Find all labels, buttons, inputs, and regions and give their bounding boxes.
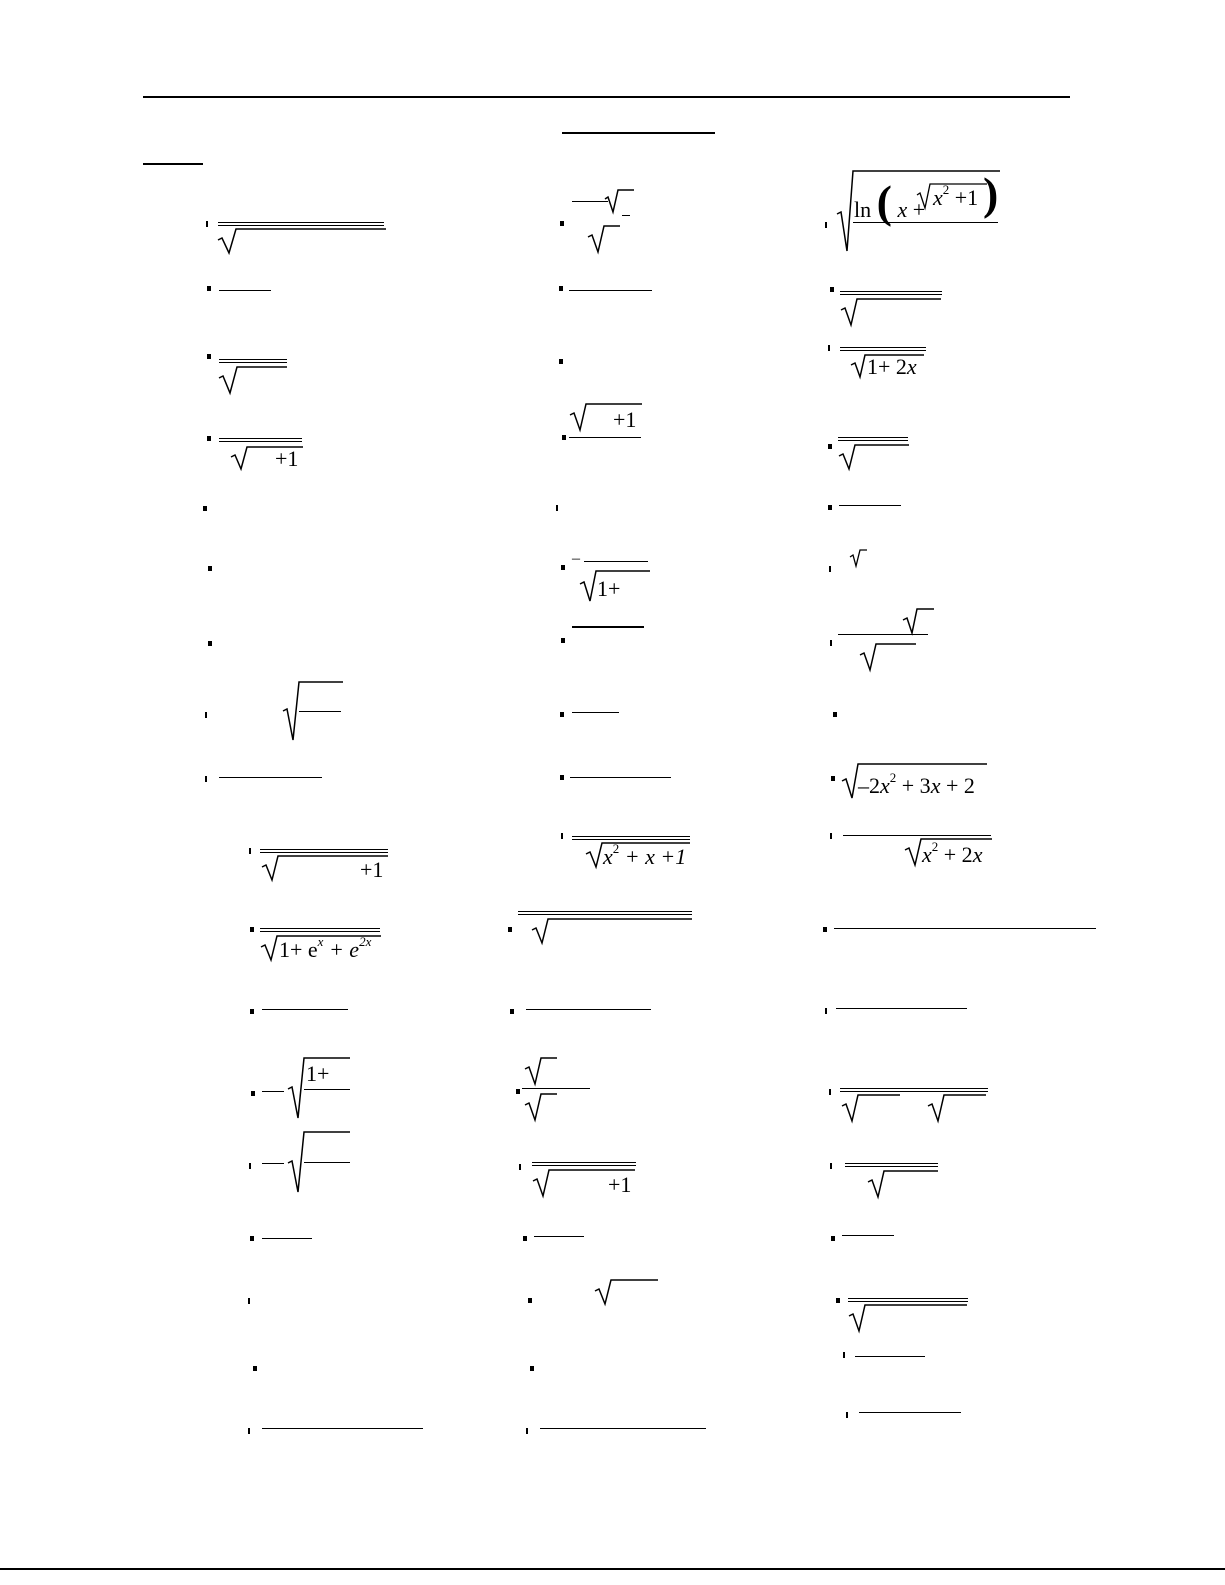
fraction-bar — [843, 835, 991, 836]
radical-sign — [860, 643, 918, 671]
exp: 2 — [931, 838, 939, 854]
fraction-bar — [834, 928, 1096, 929]
inner-radicand — [933, 181, 979, 210]
bullet — [205, 776, 207, 782]
radical-sign — [868, 1170, 938, 1198]
fraction-bar — [260, 928, 380, 932]
fraction-bar — [572, 836, 690, 840]
bullet — [831, 1236, 835, 1241]
radical-sign — [588, 225, 620, 253]
fraction-bar — [218, 222, 384, 226]
numerator-tail: +1 — [613, 407, 637, 432]
fraction-bar — [540, 1428, 706, 1429]
denominator — [867, 356, 917, 378]
bullet — [831, 776, 835, 781]
radical-sign — [219, 366, 287, 394]
bullet — [559, 286, 563, 291]
radical-sign — [595, 1279, 659, 1305]
bullet-c3-8 — [833, 712, 837, 717]
den-a: 1+ 2 — [867, 354, 907, 379]
bullet — [825, 222, 827, 228]
fraction-bar — [219, 359, 287, 363]
inner-bar — [304, 1162, 350, 1163]
denominator-tail: +1 — [360, 857, 384, 882]
fraction-bar — [569, 290, 652, 291]
rad-c: + 2 — [940, 773, 975, 798]
fraction-bar — [534, 1236, 584, 1237]
bullet — [560, 221, 564, 226]
fraction-bar — [839, 505, 901, 506]
fraction-bar — [518, 911, 692, 915]
bullet — [250, 927, 254, 932]
fraction-bar — [219, 290, 271, 291]
bullet — [561, 565, 565, 570]
fraction-bar — [855, 1356, 925, 1357]
bullet — [560, 712, 564, 717]
title-underline — [562, 132, 715, 134]
denominator — [279, 933, 372, 962]
radical-sign — [841, 298, 943, 326]
bullet — [829, 1089, 831, 1095]
exp-1: x — [317, 933, 324, 949]
fraction-bar — [845, 1163, 938, 1167]
bullet-c1-17 — [253, 1366, 257, 1371]
bullet — [560, 775, 564, 780]
radical-sign-small — [850, 549, 868, 567]
fraction-bar — [838, 437, 908, 441]
bullet — [207, 354, 211, 359]
bullet — [825, 1008, 827, 1014]
bullet — [830, 640, 832, 646]
fraction-bar — [262, 1238, 312, 1239]
bullet — [248, 1428, 250, 1434]
exp: 2 — [889, 769, 897, 785]
fraction-bar — [569, 437, 641, 438]
bullet-c1-5 — [203, 506, 207, 511]
bullet — [829, 566, 831, 572]
fraction-bar — [853, 222, 998, 223]
den-a: 1+ e — [279, 937, 318, 962]
exp: 2 — [612, 840, 620, 856]
bullet-c1-16 — [248, 1298, 250, 1304]
bullet — [830, 1163, 832, 1169]
bullet-c2-3 — [559, 359, 563, 364]
rad-b: + 3 — [896, 773, 931, 798]
fraction-bar — [842, 1235, 894, 1236]
fraction-bar — [836, 1008, 967, 1009]
bullet — [528, 1298, 532, 1303]
bullet — [510, 1009, 514, 1014]
bullet — [250, 1009, 254, 1014]
bullet — [205, 712, 207, 718]
ln-label: ln — [854, 197, 872, 222]
bullet-c2-5 — [556, 505, 558, 511]
bullet — [823, 927, 827, 932]
fraction-bar — [299, 711, 341, 712]
den-x: x — [906, 354, 917, 379]
denominator-tail: +1 — [275, 446, 299, 471]
fraction-bar — [840, 291, 942, 295]
bullet — [516, 1089, 520, 1094]
bullet — [519, 1164, 521, 1170]
fraction-bar — [260, 849, 388, 853]
rad-x1: x — [880, 773, 890, 798]
bullet — [508, 927, 512, 932]
left-paren: ( — [876, 176, 892, 227]
radical-sign — [525, 1057, 559, 1085]
numerator — [854, 176, 926, 227]
bullet — [828, 345, 830, 351]
plus: + — [907, 197, 926, 222]
bullet — [526, 1428, 528, 1434]
fraction-bar — [219, 438, 302, 442]
bullet-c2-17 — [530, 1366, 534, 1371]
bullet — [251, 1091, 255, 1096]
inner-bar — [304, 1089, 350, 1090]
den-x: x — [603, 844, 613, 869]
fraction-bar — [572, 626, 644, 628]
fraction-bar — [840, 1088, 988, 1092]
right-paren: ) — [983, 168, 999, 219]
fraction-bar — [262, 1163, 284, 1164]
bullet — [830, 833, 832, 839]
fraction-bar — [838, 634, 928, 635]
bullet — [846, 1412, 848, 1418]
fraction-bar — [219, 777, 322, 778]
radical-sign-small — [605, 189, 635, 213]
bullet-c1-7 — [208, 641, 212, 646]
bullet-c1-6 — [208, 566, 212, 571]
den-tail: + x +1 — [619, 844, 687, 869]
bullet — [828, 444, 832, 449]
exp: 2 — [942, 181, 950, 197]
den-tail: + 2 — [938, 842, 973, 867]
tail: +1 — [949, 185, 979, 210]
fraction-bar — [848, 1298, 968, 1302]
bullet — [843, 1352, 845, 1358]
fraction-bar — [859, 1412, 961, 1413]
radical-sign-den — [525, 1093, 559, 1121]
bullet — [561, 833, 563, 839]
denominator — [603, 840, 687, 869]
radical-sign — [532, 918, 692, 944]
radicand — [858, 769, 975, 798]
header-rule — [143, 96, 1070, 98]
radical-sign — [849, 1304, 969, 1332]
radical-sign-2 — [928, 1094, 988, 1122]
rad-x2: x — [930, 773, 941, 798]
fraction-bar — [262, 1428, 423, 1429]
section-label-underline — [143, 163, 203, 165]
denominator — [922, 838, 983, 867]
bullet — [207, 286, 211, 291]
footer-rule — [0, 1568, 1225, 1570]
bullet — [836, 1298, 840, 1303]
radical-sign — [839, 444, 909, 470]
fraction-bar — [522, 1088, 590, 1089]
radicand: 1+ — [306, 1061, 330, 1086]
fraction-bar — [262, 1009, 348, 1010]
den-x2: x — [972, 842, 983, 867]
den-b: + e — [323, 937, 360, 962]
bullet — [249, 1163, 251, 1169]
bullet — [830, 287, 834, 292]
fraction-bar — [570, 777, 671, 778]
fraction-bar — [526, 1009, 651, 1010]
denominator: 1+ — [597, 576, 621, 601]
radical-sign — [218, 228, 386, 254]
denominator-tail: +1 — [608, 1172, 632, 1197]
bullet — [249, 848, 251, 854]
fraction-bar — [532, 1162, 636, 1166]
x2: x — [933, 185, 943, 210]
fraction-bar — [840, 347, 926, 351]
fraction-bar — [572, 712, 619, 713]
fraction-bar-small — [572, 201, 608, 202]
den-x: x — [922, 842, 932, 867]
bullet — [207, 436, 211, 441]
x: x — [897, 197, 908, 222]
bullet — [250, 1236, 254, 1241]
leading-sign: – — [572, 550, 580, 567]
rad-a: –2 — [858, 773, 880, 798]
exp-2: 2x — [359, 933, 372, 949]
bullet — [561, 638, 565, 643]
bullet — [828, 505, 832, 510]
bullet — [523, 1236, 527, 1241]
radical-sign-1 — [842, 1094, 902, 1122]
bullet — [206, 221, 208, 227]
fraction-bar — [584, 561, 648, 562]
fraction-bar — [262, 1091, 284, 1092]
bullet — [562, 435, 566, 440]
minus-small — [622, 215, 630, 216]
radical-sign-small — [903, 608, 935, 634]
